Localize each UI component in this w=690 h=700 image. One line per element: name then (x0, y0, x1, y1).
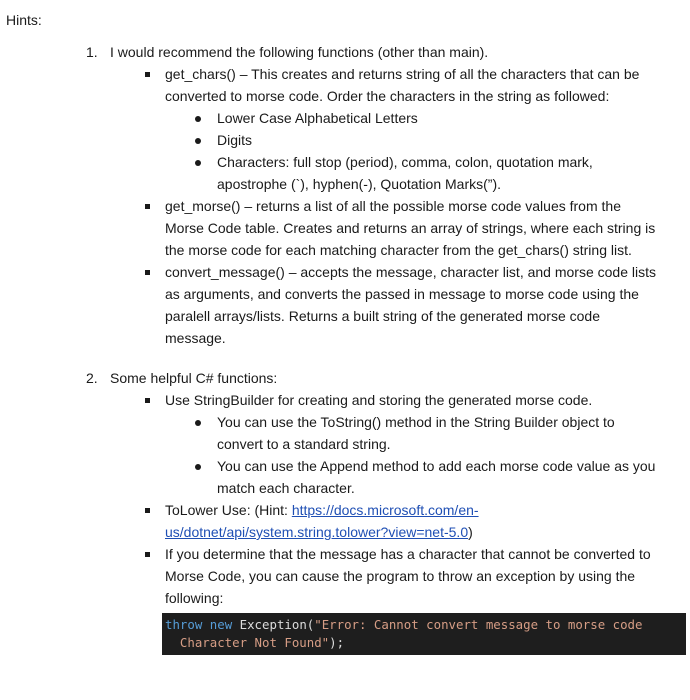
bullet-line: converted to morse code. Order the characters in the string as followed: (165, 88, 610, 104)
section-title: Some helpful C# functions: (110, 370, 278, 386)
bullet-line: get_chars() – This creates and returns string of all the characters that can be (165, 66, 640, 82)
bullet-line: message. (165, 330, 226, 346)
code-block (162, 613, 686, 655)
tolower-line (165, 502, 479, 518)
square-bullet-icon (145, 552, 150, 557)
square-bullet-icon (145, 72, 150, 77)
code-class-name: Exception( (239, 617, 315, 632)
section-number: 2. (86, 370, 98, 386)
tolower-suffix: ) (468, 524, 473, 540)
square-bullet-icon (145, 398, 150, 403)
round-bullet-icon (195, 116, 201, 122)
square-bullet-icon (145, 508, 150, 513)
bullet-line: Use StringBuilder for creating and storing the generated morse code. (165, 392, 593, 408)
section-number: 1. (86, 44, 98, 60)
sub-bullet-line: You can use the ToString() method in the String Builder object to (217, 414, 615, 430)
bullet-line: the morse code for each matching character from the get_chars() string list. (165, 242, 632, 258)
tolower-prefix: ToLower Use: (Hint: (165, 502, 292, 518)
sub-bullet-line: Digits (217, 132, 253, 148)
bullet-line: convert_message() – accepts the message, character list, and morse code lists (165, 264, 656, 280)
bullet-line: get_morse() – returns a list of all the possible morse code values from the (165, 198, 621, 214)
bullet-line: Morse Code table. Creates and returns an array of strings, where each string is (165, 220, 656, 236)
sub-bullet-line: You can use the Append method to add each morse code value as you (217, 458, 656, 474)
bullet-line: If you determine that the message has a character that cannot be converted to (165, 546, 651, 562)
round-bullet-icon (195, 420, 201, 426)
sub-bullet-line: match each character. (217, 480, 355, 496)
code-keyword-throw: throw (165, 617, 203, 632)
code-tail: ); (329, 635, 345, 650)
sub-bullet-line: Characters: full stop (period), comma, colon, quotation mark, (217, 154, 593, 170)
code-keyword-new: new (209, 617, 233, 632)
code-string: "Error: Cannot convert message to morse code (314, 617, 643, 632)
bullet-line: paralell arrays/lists. Returns a built string of the generated morse code (165, 308, 600, 324)
section-title: I would recommend the following functions (other than main). (110, 44, 489, 60)
round-bullet-icon (195, 464, 201, 470)
bullet-line: as arguments, and converts the passed in message to morse code using the (165, 286, 639, 302)
sub-bullet-line: apostrophe (`), hyphen(-), Quotation Marks(”). (217, 176, 501, 192)
code-string: Character Not Found" (179, 635, 330, 650)
tolower-line (165, 524, 473, 540)
sub-bullet-line: convert to a standard string. (217, 436, 391, 452)
docs-link[interactable]: us/dotnet/api/system.string.tolower?view=net-5.0 (165, 524, 469, 540)
round-bullet-icon (195, 160, 201, 166)
bullet-line: following: (165, 590, 224, 606)
sub-bullet-line: Lower Case Alphabetical Letters (217, 110, 418, 126)
docs-link[interactable]: https://docs.microsoft.com/en- (291, 502, 479, 518)
square-bullet-icon (145, 204, 150, 209)
hints-heading: Hints: (6, 12, 42, 28)
bullet-line: Morse Code, you can cause the program to throw an exception by using the (165, 568, 636, 584)
round-bullet-icon (195, 138, 201, 144)
square-bullet-icon (145, 270, 150, 275)
